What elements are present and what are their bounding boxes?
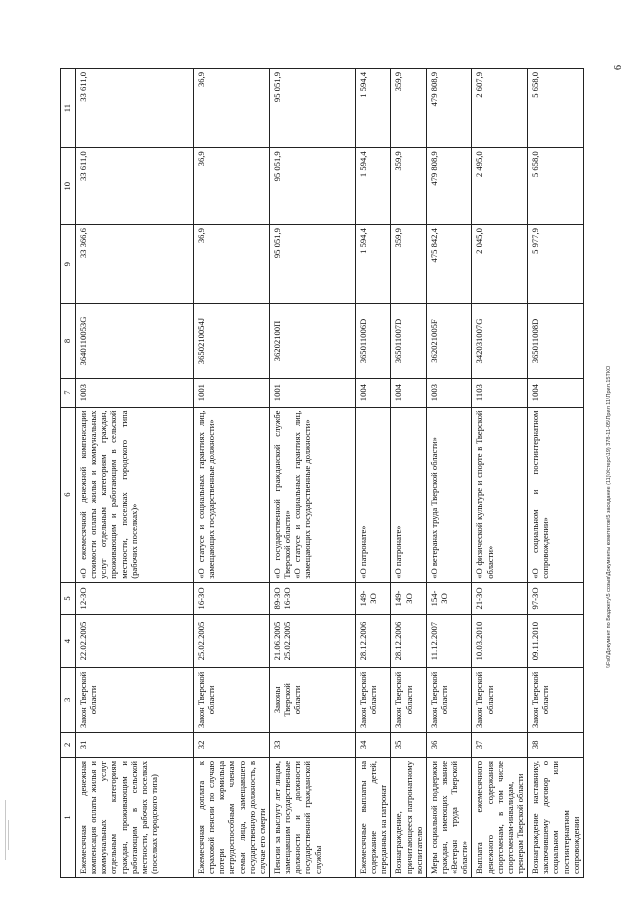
amount-year-1: 33 366,6 [76, 225, 194, 304]
amount-year-1: 5 977,9 [528, 225, 584, 304]
section-code: 1004 [355, 378, 390, 407]
column-header: 10 [61, 148, 76, 225]
amount-year-3: 2 607,9 [472, 69, 528, 148]
amount-year-1: 95 051,9 [269, 225, 355, 304]
section-code: 1004 [528, 378, 584, 407]
page-number: 6 [613, 65, 624, 70]
law-title: «О государственной гражданской службе Тверской области» «О статусе и социальных гарантиях лиц, замещающих государственные должности» [269, 407, 355, 582]
amount-year-3: 33 611,0 [76, 69, 194, 148]
law-number: 149-ЗО [391, 582, 426, 614]
law-number: 149-ЗО [355, 582, 390, 614]
amount-year-3: 479 808,9 [426, 69, 472, 148]
law-title: «О статусе и социальных гарантиях лиц, замещающих государственные должности» [194, 407, 270, 582]
row-description: Меры социальной поддержки граждан, имеющих звание «Ветеран труда Тверской области» [426, 757, 472, 877]
scan-mark [5, 800, 6, 860]
law-number: 97-ЗО [528, 582, 584, 614]
column-header: 11 [61, 69, 76, 148]
law-title: «О социальном и постинтернатном сопровождении» [528, 407, 584, 582]
row-number: 38 [528, 732, 584, 757]
law-number: 16-ЗО [194, 582, 270, 614]
table-row [269, 69, 355, 878]
law-date: 28.12.2006 [391, 615, 426, 668]
law-type: Закон Тверской области [528, 667, 584, 732]
row-number: 36 [426, 732, 472, 757]
target-article-code: 365011007D [391, 304, 426, 378]
target-article-code: 342031007G [472, 304, 528, 378]
column-header: 1 [61, 757, 76, 877]
row-number: 31 [76, 732, 194, 757]
amount-year-2: 2 495,0 [472, 148, 528, 225]
law-number: 89-ЗО 16-ЗО [269, 582, 355, 614]
law-date: 22.02.2005 [76, 615, 194, 668]
law-title: «О физической культуре и спорте в Тверской области» [472, 407, 528, 582]
row-description: Ежемесячная доплата к страховой пенсии по случаю потери кормильца нетрудоспособным членам семьи лица, замещавшего государственную должность, в случае его смерти [194, 757, 270, 877]
law-date: 28.12.2006 [355, 615, 390, 668]
target-article-code: 36202100П [269, 304, 355, 378]
target-article-code: 3650210054J [194, 304, 270, 378]
budget-table [60, 68, 584, 878]
law-date: 21.06.2005 25.02.2005 [269, 615, 355, 668]
table-row [528, 69, 584, 878]
law-title: «О ветеранах труда Тверской области» [426, 407, 472, 582]
amount-year-2: 5 658,0 [528, 148, 584, 225]
target-article-code: 365011008D [528, 304, 584, 378]
amount-year-3: 36,9 [194, 69, 270, 148]
law-number: 21-ЗО [472, 582, 528, 614]
section-code: 1001 [269, 378, 355, 407]
law-date: 25.02.2005 [194, 615, 270, 668]
amount-year-3: 5 658,0 [528, 69, 584, 148]
row-description: Ежемесячные выплаты на содержание детей, переданных на патронат [355, 757, 390, 877]
law-title: «О ежемесячной денежной компенсации стоимости оплаты жилья и коммунальных услуг отдельным категориям граждан, проживающим и работающим в сельской местности, поселках городского типа (рабочих поселках)» [76, 407, 194, 582]
amount-year-2: 36,9 [194, 148, 270, 225]
law-title: «О патронате» [355, 407, 390, 582]
column-header: 6 [61, 407, 76, 582]
row-number: 37 [472, 732, 528, 757]
law-date: 11.12.2007 [426, 615, 472, 668]
column-header: 4 [61, 615, 76, 668]
table-row [426, 69, 472, 878]
column-header: 3 [61, 667, 76, 732]
law-type: Закон Тверской области [391, 667, 426, 732]
row-number: 32 [194, 732, 270, 757]
column-header: 2 [61, 732, 76, 757]
table-row [194, 69, 270, 878]
target-article-code: 365011006D [355, 304, 390, 378]
amount-year-2: 479 808,9 [426, 148, 472, 225]
law-type: Закон Тверской области [426, 667, 472, 732]
section-code: 1003 [426, 378, 472, 407]
table-row [355, 69, 390, 878]
amount-year-1: 1 594,4 [355, 225, 390, 304]
section-code: 1001 [194, 378, 270, 407]
law-title: «О патронате» [391, 407, 426, 582]
header-row [61, 69, 76, 878]
amount-year-2: 33 611,0 [76, 148, 194, 225]
column-header: 9 [61, 225, 76, 304]
column-header: 8 [61, 304, 76, 378]
law-type: Закон Тверской области [194, 667, 270, 732]
column-header: 7 [61, 378, 76, 407]
column-header: 5 [61, 582, 76, 614]
section-code: 1004 [391, 378, 426, 407]
amount-year-2: 1 594,4 [355, 148, 390, 225]
law-type: Закон Тверской области [76, 667, 194, 732]
law-type: Закон Тверской области [472, 667, 528, 732]
section-code: 1003 [76, 378, 194, 407]
amount-year-3: 1 594,4 [355, 69, 390, 148]
amount-year-3: 95 051,9 [269, 69, 355, 148]
scan-mark [8, 820, 9, 850]
law-date: 10.03.2010 [472, 615, 528, 668]
row-description: Вознаграждение, причитающееся патронатному воспитателю [391, 757, 426, 877]
target-article-code: 362021005F [426, 304, 472, 378]
row-description: Ежемесячная денежная компенсация оплаты жилья и коммунальных услуг отдельным категориям граждан, проживающим и работающим в сельской местности, рабочих поселках (поселках городского типа) [76, 757, 194, 877]
amount-year-2: 359,9 [391, 148, 426, 225]
law-type: Законы Тверской области [269, 667, 355, 732]
amount-year-1: 475 842,4 [426, 225, 472, 304]
row-description: Выплата ежемесячного денежного содержания спортсменам, в том числе спортсменам-инвалидам, тренерам Тверской области [472, 757, 528, 877]
section-code: 1103 [472, 378, 528, 407]
row-number: 35 [391, 732, 426, 757]
table-row [76, 69, 194, 878]
row-description: Пенсии за выслугу лет лицам, замещавшим государственные должности и должности государственной гражданской службы [269, 757, 355, 877]
law-date: 09.11.2010 [528, 615, 584, 668]
file-path-footer: \\Fs0\Документ по Бюджету\5 созыв\Документы комитетов\5 заседание (11)\Устерс\19) 378-11-05\Прил 11\Прил.15ТКО [606, 365, 612, 668]
table-row [472, 69, 528, 878]
amount-year-1: 359,9 [391, 225, 426, 304]
row-number: 34 [355, 732, 390, 757]
row-number: 33 [269, 732, 355, 757]
law-number: 12-ЗО [76, 582, 194, 614]
law-type: Закон Тверской области [355, 667, 390, 732]
table-row [391, 69, 426, 878]
amount-year-1: 2 045,0 [472, 225, 528, 304]
amount-year-2: 95 051,9 [269, 148, 355, 225]
row-description: Вознаграждение наставнику, заключившему договор о социальном или постинтернатном сопровождении [528, 757, 584, 877]
amount-year-3: 359,9 [391, 69, 426, 148]
amount-year-1: 36,9 [194, 225, 270, 304]
target-article-code: 3640110053G [76, 304, 194, 378]
law-number: 154-ЗО [426, 582, 472, 614]
rotated-page [60, 68, 638, 878]
